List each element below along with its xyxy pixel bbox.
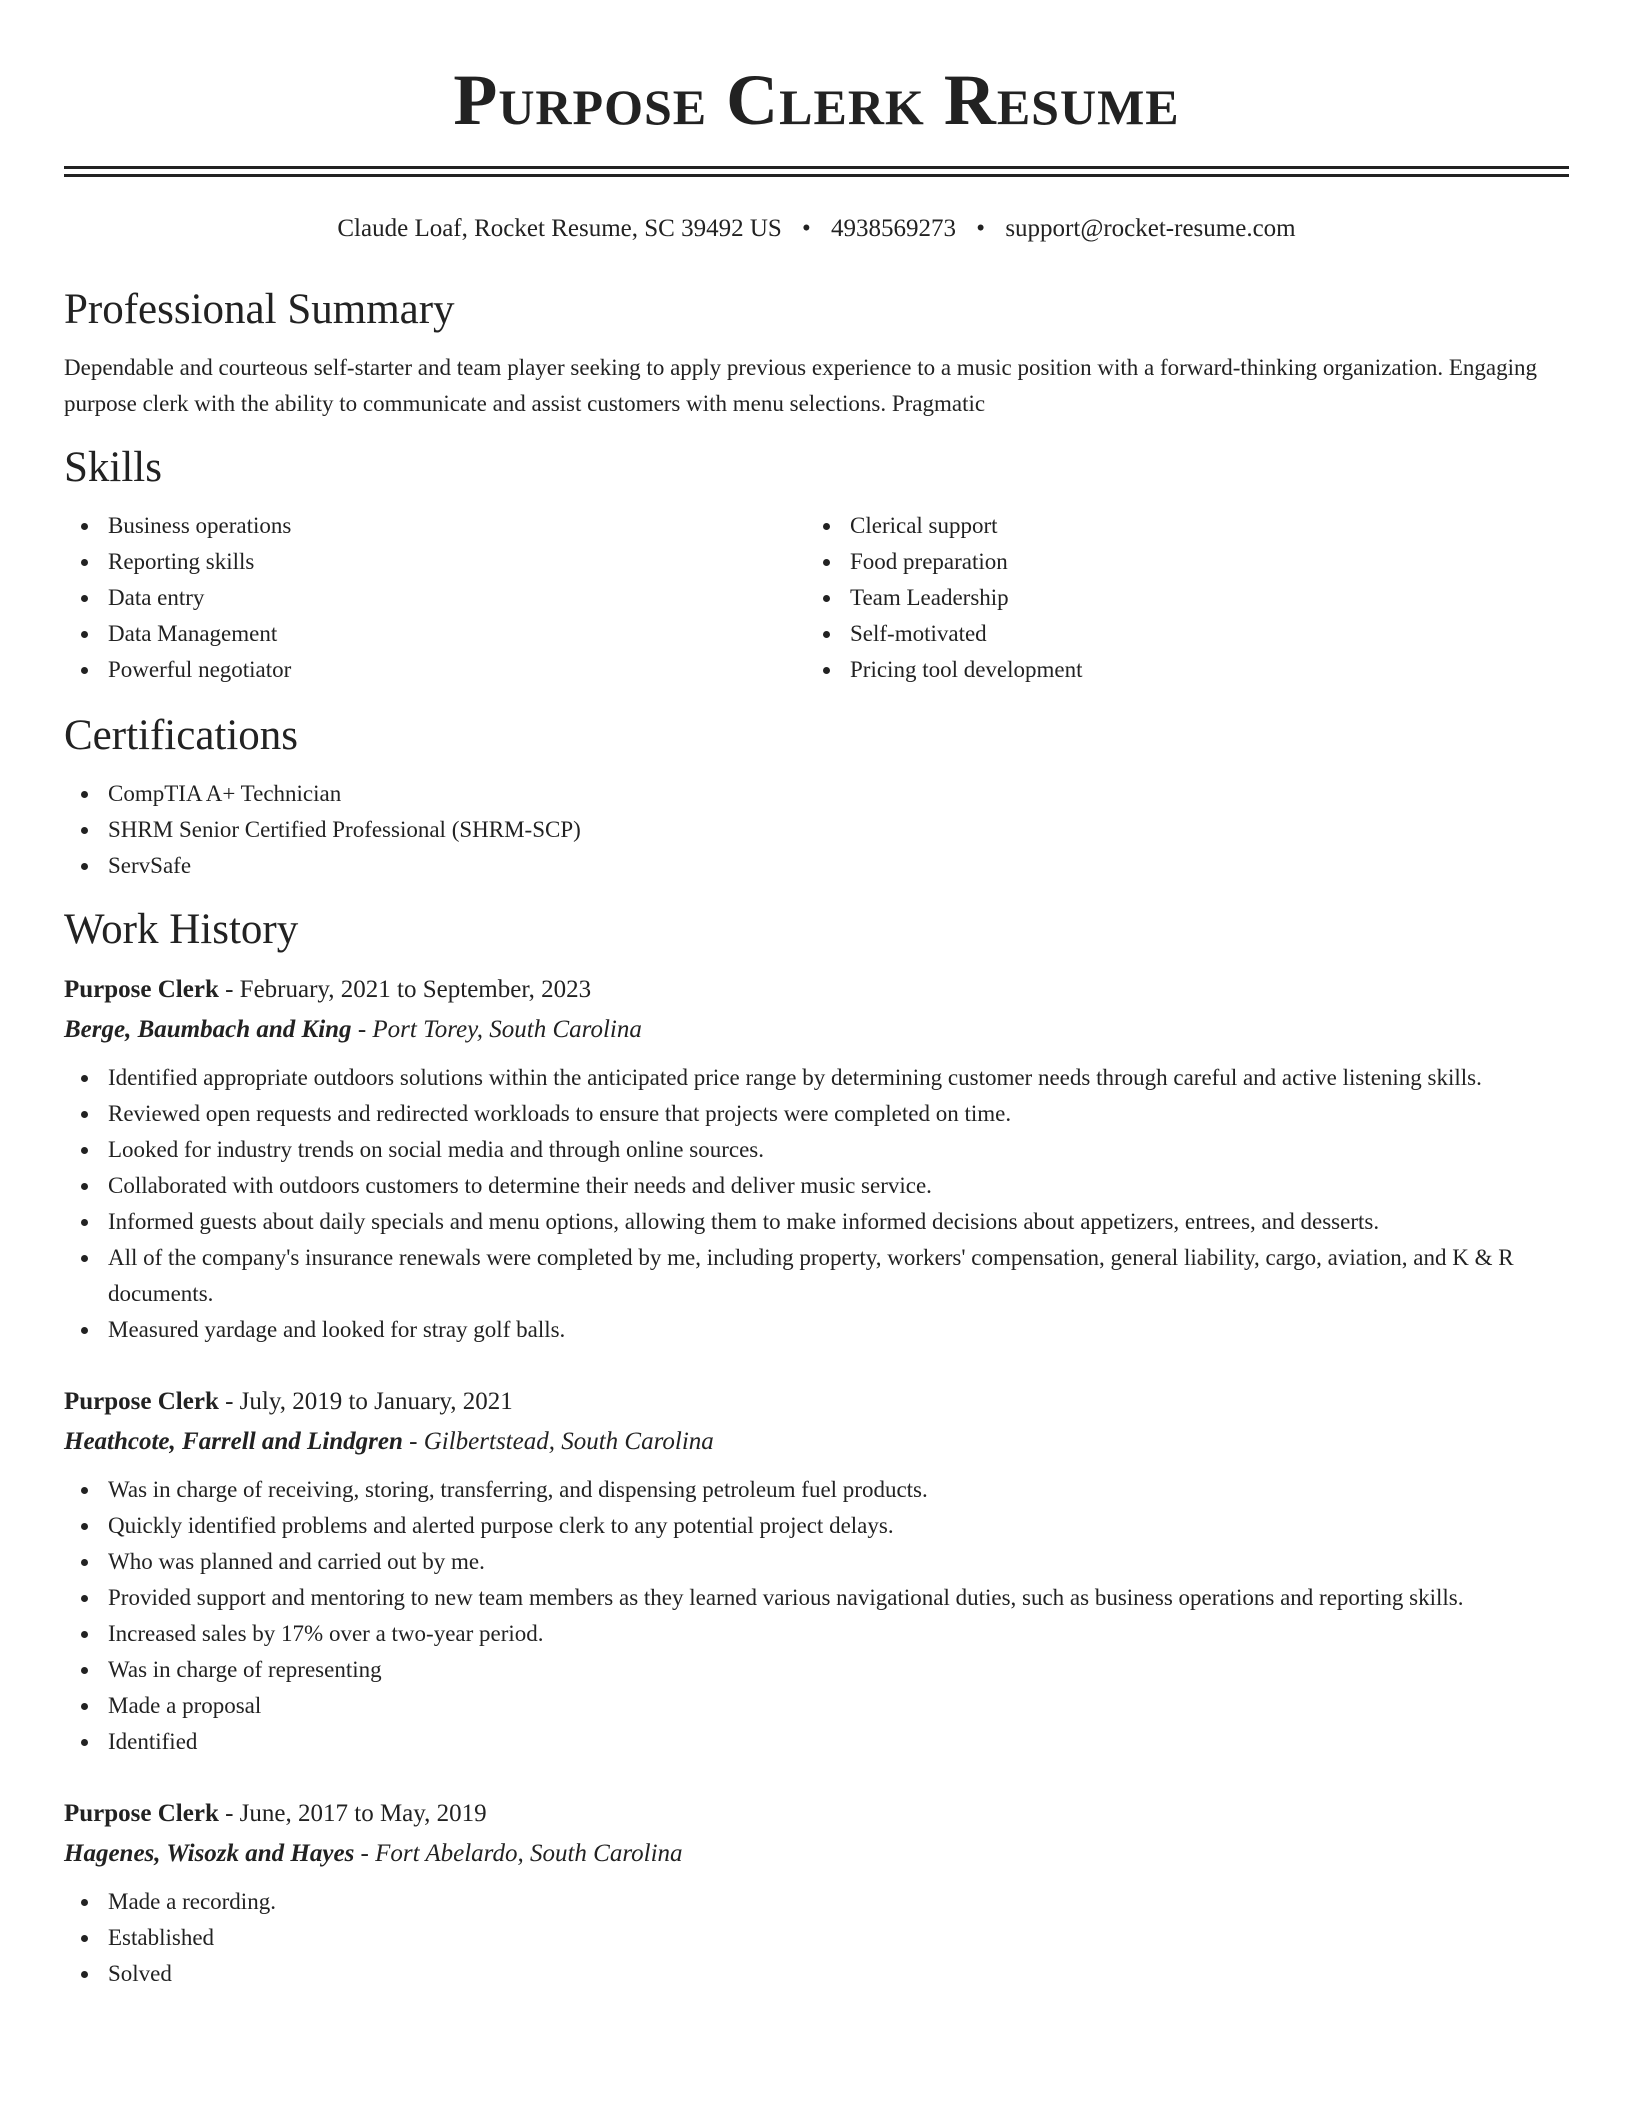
- job-entry: [64, 1382, 1569, 1760]
- job-dates: - June, 2017 to May, 2019: [225, 1800, 487, 1827]
- job-entry: [64, 1794, 1569, 1992]
- job-duty: Identified appropriate outdoors solutions within the anticipated price range by determining customer needs through careful and active listening skills.: [64, 1060, 1569, 1096]
- skill-item: Data Management: [64, 616, 806, 652]
- skills-column-right: [806, 508, 1548, 688]
- contact-separator: •: [802, 215, 811, 242]
- job-title: Purpose Clerk: [64, 976, 219, 1003]
- job-company: Hagenes, Wisozk and Hayes: [64, 1840, 355, 1867]
- job-dates: - February, 2021 to September, 2023: [225, 976, 592, 1003]
- job-duties-list: [64, 1472, 1569, 1760]
- skill-item: Pricing tool development: [806, 652, 1548, 688]
- skill-item: Food preparation: [806, 544, 1548, 580]
- job-title: Purpose Clerk: [64, 1800, 219, 1827]
- skill-item: Business operations: [64, 508, 806, 544]
- summary-text: Dependable and courteous self-starter and team player seeking to apply previous experience to a music position with a forward-thinking organization. Engaging purpose clerk with the ability to communicate and assist customers with menu selections. Pragmatic: [64, 355, 1538, 416]
- job-duty: Was in charge of representing: [64, 1652, 1569, 1688]
- job-company: Berge, Baumbach and King: [64, 1016, 352, 1043]
- skills-heading: Skills: [64, 444, 162, 491]
- contact-separator: •: [976, 215, 986, 242]
- certifications-heading: Certifications: [64, 712, 299, 759]
- job-dates: - July, 2019 to January, 2021: [225, 1388, 513, 1415]
- job-duty: Who was planned and carried out by me.: [64, 1544, 1569, 1580]
- certification-item: CompTIA A+ Technician: [64, 776, 1569, 812]
- job-duty: Made a recording.: [64, 1884, 1569, 1920]
- contact-line: [64, 212, 1569, 246]
- job-title-line: [64, 1382, 1569, 1422]
- job-duty: Increased sales by 17% over a two-year period.: [64, 1616, 1569, 1652]
- skill-item: Data entry: [64, 580, 806, 616]
- job-duties-list: [64, 1060, 1569, 1348]
- job-duty: Established: [64, 1920, 1569, 1956]
- skill-item: Clerical support: [806, 508, 1548, 544]
- skills-column-left: [64, 508, 806, 688]
- job-duty: Informed guests about daily specials and menu options, allowing them to make informed decisions about appetizers, entrees, and desserts.: [64, 1204, 1569, 1240]
- job-duty: Provided support and mentoring to new team members as they learned various navigational duties, such as business operations and reporting skills.: [64, 1580, 1569, 1616]
- job-duty: Quickly identified problems and alerted purpose clerk to any potential project delays.: [64, 1508, 1569, 1544]
- job-company-line: [64, 1834, 1569, 1874]
- job-duty: Identified: [64, 1724, 1569, 1760]
- job-duty: All of the company's insurance renewals were completed by me, including property, workers' compensation, general liability, cargo, aviation, and K & R documents.: [64, 1240, 1569, 1312]
- contact-address: Claude Loaf, Rocket Resume, SC 39492 US: [337, 215, 782, 242]
- resume-page: [64, 0, 1569, 1992]
- job-duty: Made a proposal: [64, 1688, 1569, 1724]
- job-company: Heathcote, Farrell and Lindgren: [64, 1428, 403, 1455]
- job-location: - Gilbertstead, South Carolina: [409, 1428, 714, 1455]
- skill-item: Powerful negotiator: [64, 652, 806, 688]
- job-duties-list: [64, 1884, 1569, 1992]
- job-duty: Was in charge of receiving, storing, transferring, and dispensing petroleum fuel products.: [64, 1472, 1569, 1508]
- contact-email: support@rocket-resume.com: [1005, 215, 1296, 242]
- summary-heading: Professional Summary: [64, 286, 455, 333]
- certification-item: ServSafe: [64, 848, 1569, 884]
- job-duty: Reviewed open requests and redirected workloads to ensure that projects were completed on time.: [64, 1096, 1569, 1132]
- skills-list: [64, 508, 1569, 688]
- skill-item: Reporting skills: [64, 544, 806, 580]
- job-duty: Looked for industry trends on social media and through online sources.: [64, 1132, 1569, 1168]
- job-company-line: [64, 1422, 1569, 1462]
- job-duty: Measured yardage and looked for stray golf balls.: [64, 1312, 1569, 1348]
- skill-item: Self-motivated: [806, 616, 1548, 652]
- job-title: Purpose Clerk: [64, 1388, 219, 1415]
- job-duty: Collaborated with outdoors customers to determine their needs and deliver music service.: [64, 1168, 1569, 1204]
- job-company-line: [64, 1010, 1569, 1050]
- page-title: Purpose Clerk Resume: [453, 60, 1180, 140]
- contact-phone: 4938569273: [831, 215, 957, 242]
- job-entry: [64, 970, 1569, 1348]
- job-duty: Solved: [64, 1956, 1569, 1992]
- job-title-line: [64, 970, 1569, 1010]
- certifications-list: [64, 776, 1569, 884]
- title-divider: [64, 166, 1569, 177]
- certification-item: SHRM Senior Certified Professional (SHRM-SCP): [64, 812, 1569, 848]
- work-history-heading: Work History: [64, 906, 299, 953]
- job-title-line: [64, 1794, 1569, 1834]
- skill-item: Team Leadership: [806, 580, 1548, 616]
- job-location: - Port Torey, South Carolina: [357, 1016, 642, 1043]
- job-location: - Fort Abelardo, South Carolina: [360, 1840, 683, 1867]
